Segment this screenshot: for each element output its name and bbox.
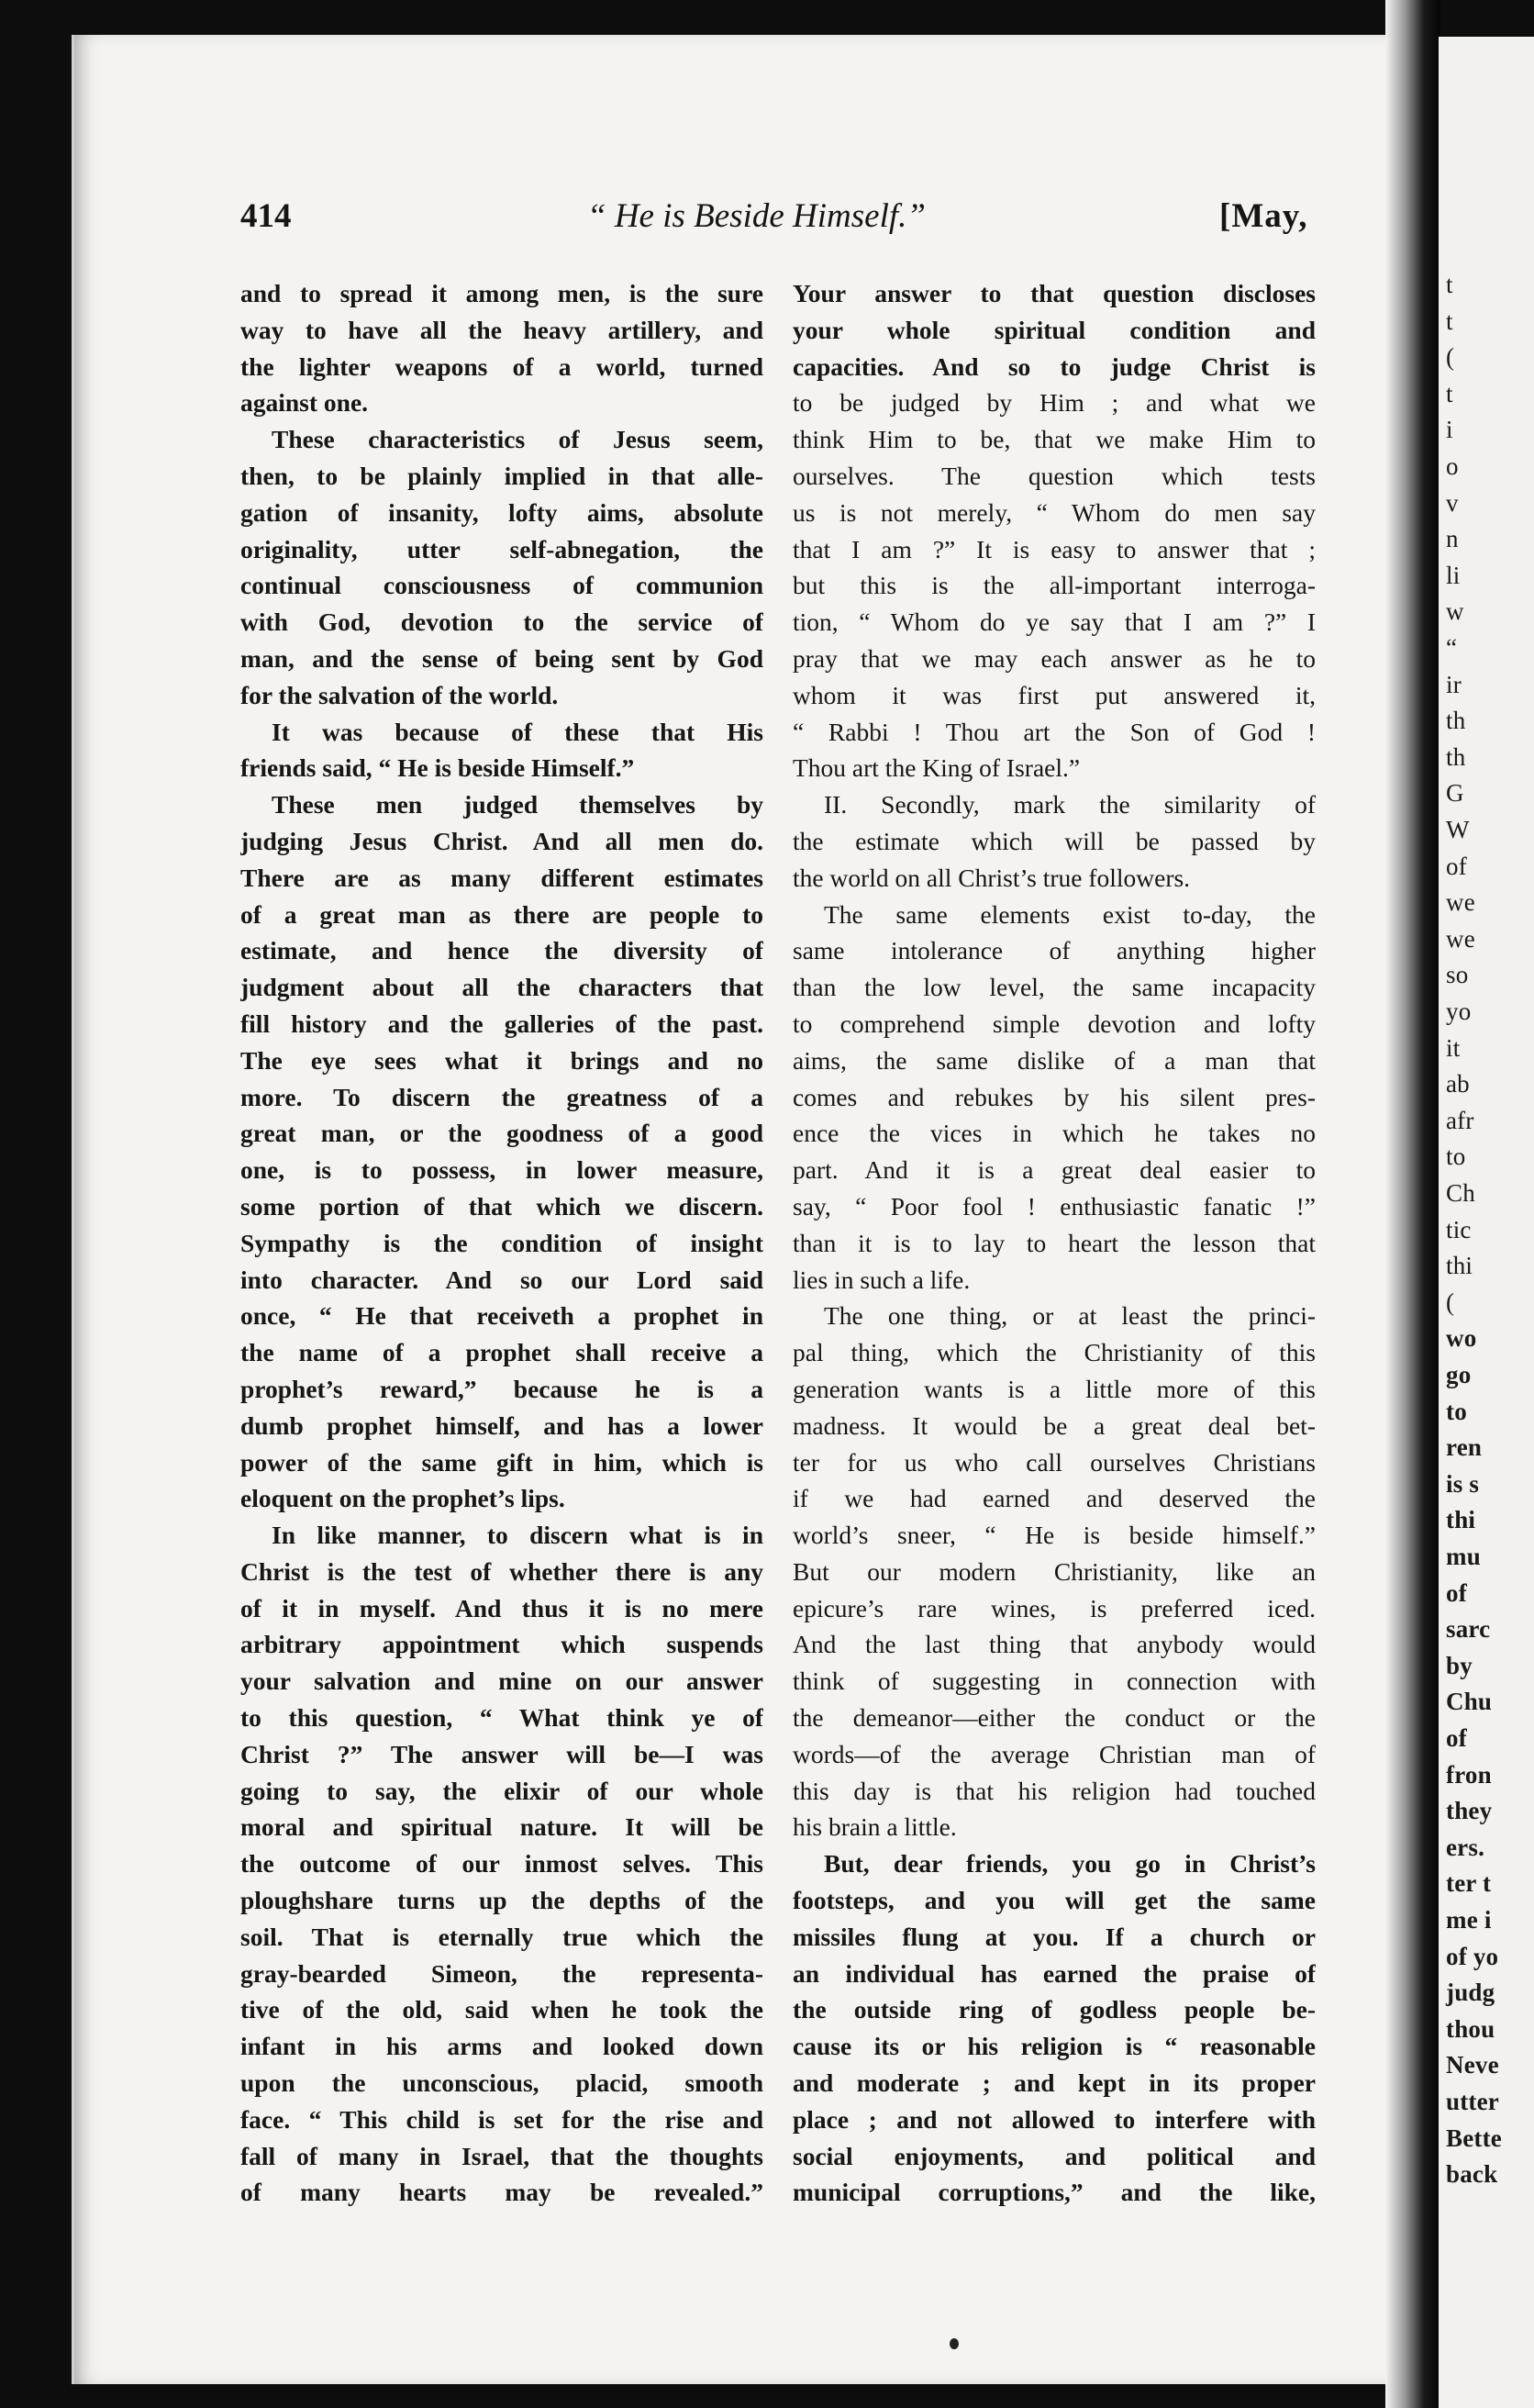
text-line: more. To discern the greatness of a: [240, 1082, 763, 1111]
facing-page-fragment: Neve: [1446, 2051, 1499, 2079]
text-line: lies in such a life.: [793, 1265, 971, 1294]
text-line: say, “ Poor fool ! enthusiastic fanatic !”: [793, 1191, 1316, 1221]
text-line: the demeanor—either the conduct or the: [793, 1703, 1316, 1733]
text-line: going to say, the elixir of our whole: [240, 1776, 763, 1805]
text-line: footsteps, and you will get the same: [793, 1886, 1316, 1915]
text-line: pray that we may each answer as he to: [793, 643, 1316, 673]
text-line: comes and rebukes by his silent pres-: [793, 1082, 1316, 1111]
facing-page-fragment: (: [1446, 1288, 1455, 1316]
left-text-column: [240, 275, 763, 2211]
scan-speck: [950, 2338, 959, 2349]
text-line: your whole spiritual condition and: [793, 315, 1316, 344]
facing-page-fragment: of: [1446, 1724, 1467, 1752]
text-line: fill history and the galleries of the past.: [240, 1009, 763, 1038]
facing-page-fragment: thi: [1446, 1506, 1476, 1534]
facing-page-fragment: t: [1446, 307, 1453, 335]
text-line: aims, the same dislike of a man that: [793, 1045, 1316, 1075]
text-line: There are as many different estimates: [240, 863, 763, 892]
text-line: that I am ?” It is easy to answer that ;: [793, 534, 1316, 563]
text-line: his brain a little.: [793, 1812, 957, 1842]
text-line: man, and the sense of being sent by God: [240, 643, 763, 673]
facing-page-fragment: sarc: [1446, 1615, 1491, 1644]
text-line: In like manner, to discern what is in: [272, 1521, 763, 1550]
facing-page-fragment: thou: [1446, 2014, 1495, 2043]
facing-page-fragment: w: [1446, 597, 1464, 626]
facing-page-fragment: of: [1446, 852, 1467, 880]
facing-page-fragment: they: [1446, 1797, 1493, 1825]
text-line: It was because of these that His: [272, 717, 763, 746]
facing-page-fragment: tic: [1446, 1215, 1472, 1243]
facing-page-fragment: it: [1446, 1033, 1461, 1062]
text-line: The same elements exist to-day, the: [824, 899, 1316, 929]
text-line: part. And it is a great deal easier to: [793, 1155, 1316, 1185]
text-line: continual consciousness of communion: [240, 571, 763, 600]
text-line: the outside ring of godless people be-: [793, 1995, 1316, 2024]
text-line: The one thing, or at least the princi-: [824, 1301, 1316, 1331]
text-line: And the last thing that anybody would: [793, 1630, 1316, 1659]
facing-page-fragment: mu: [1446, 1543, 1481, 1570]
text-line: upon the unconscious, placid, smooth: [240, 2068, 763, 2098]
facing-page-fragment: of yo: [1446, 1942, 1499, 1970]
text-line: one, is to possess, in lower measure,: [240, 1155, 763, 1185]
facing-page-fragment: li: [1446, 561, 1461, 589]
text-line: of a great man as there are people to: [240, 899, 763, 929]
book-gutter: [1385, 0, 1440, 2408]
text-line: dumb prophet himself, and has a lower: [240, 1410, 763, 1440]
facing-page-fragment: we: [1446, 924, 1475, 953]
facing-page-fragment: Ch: [1446, 1179, 1475, 1207]
text-line: gation of insanity, lofty aims, absolute: [240, 497, 763, 527]
text-line: But our modern Christianity, like an: [793, 1556, 1316, 1586]
text-line: words—of the average Christian man of: [793, 1739, 1316, 1768]
facing-page-fragment: go: [1446, 1361, 1472, 1388]
facing-page-fragment: Bette: [1446, 2124, 1502, 2152]
text-line: epicure’s rare wines, is preferred iced.: [793, 1593, 1316, 1622]
facing-page-fragment: ir: [1446, 670, 1462, 698]
facing-page-fragment: t: [1446, 379, 1453, 407]
text-line: municipal corruptions,” and the like,: [793, 2178, 1316, 2207]
text-line: ourselves. The question which tests: [793, 461, 1316, 490]
facing-page-fragment: n: [1446, 525, 1459, 553]
facing-page-fragment: we: [1446, 888, 1475, 917]
facing-page-fragment: (: [1446, 343, 1455, 372]
text-line: ter for us who call ourselves Christians: [793, 1447, 1316, 1477]
text-line: us is not merely, “ Whom do men say: [793, 497, 1316, 527]
text-line: moral and spiritual nature. It will be: [240, 1812, 763, 1842]
text-line: Your answer to that question discloses: [793, 279, 1316, 307]
text-line: “ Rabbi ! Thou art the Son of God !: [793, 717, 1316, 746]
text-line: But, dear friends, you go in Christ’s: [824, 1849, 1316, 1878]
text-line: the outcome of our inmost selves. This: [240, 1849, 763, 1878]
facing-page-fragment: judg: [1446, 1979, 1495, 2007]
text-line: and to spread it among men, is the sure: [240, 279, 763, 307]
text-line: Thou art the King of Israel.”: [793, 753, 1081, 783]
text-line: of many hearts may be revealed.”: [240, 2178, 763, 2207]
facing-page-edge: [1439, 37, 1534, 2408]
text-line: world’s sneer, “ He is beside himself.”: [793, 1521, 1316, 1550]
facing-page-fragment: t: [1446, 271, 1453, 298]
section-label: [May,: [1219, 197, 1308, 235]
text-line: ploughshare turns up the depths of the: [240, 1886, 763, 1915]
text-line: with God, devotion to the service of: [240, 608, 763, 637]
facing-page-fragment: ren: [1446, 1433, 1483, 1462]
text-line: II. Secondly, mark the similarity of: [824, 790, 1316, 819]
text-line: These men judged themselves by: [272, 790, 763, 819]
facing-page-fragment: “: [1446, 634, 1458, 662]
text-line: infant in his arms and looked down: [240, 2032, 763, 2061]
text-line: some portion of that which we discern.: [240, 1191, 763, 1221]
text-line: think Him to be, that we make Him to: [793, 425, 1316, 454]
text-line: the lighter weapons of a world, turned: [240, 351, 763, 381]
text-line: tive of the old, said when he took the: [240, 1995, 763, 2024]
text-line: arbitrary appointment which suspends: [240, 1630, 763, 1659]
text-line: for the salvation of the world.: [240, 680, 559, 709]
text-line: cause its or his religion is “ reasonable: [793, 2032, 1316, 2061]
text-line: generation wants is a little more of this: [793, 1374, 1316, 1403]
facing-page-fragment: ab: [1446, 1070, 1470, 1098]
text-line: social enjoyments, and political and: [793, 2141, 1316, 2170]
facing-page-fragment: fron: [1446, 1760, 1492, 1789]
text-line: than the low level, the same incapacity: [793, 973, 1316, 1002]
facing-page-fragment: utter: [1446, 2088, 1499, 2115]
text-line: once, “ He that receiveth a prophet in: [240, 1301, 763, 1331]
facing-page-fragment: me i: [1446, 1906, 1492, 1934]
text-line: same intolerance of anything higher: [793, 936, 1316, 965]
text-line: gray-bearded Simeon, the representa-: [240, 1958, 763, 1988]
text-line: Christ ?” The answer will be—I was: [240, 1739, 763, 1768]
text-line: judgment about all the characters that: [240, 973, 763, 1002]
right-text-column: [793, 275, 1316, 2211]
text-line: Sympathy is the condition of insight: [240, 1228, 763, 1257]
text-line: then, to be plainly implied in that alle-: [240, 461, 763, 490]
facing-page-fragment: ers.: [1446, 1833, 1485, 1861]
text-line: think of suggesting in connection with: [793, 1667, 1316, 1696]
text-line: place ; and not allowed to interfere with: [793, 2104, 1316, 2134]
text-line: friends said, “ He is beside Himself.”: [240, 753, 635, 783]
text-line: to this question, “ What think ye of: [240, 1703, 763, 1733]
text-line: missiles flung at you. If a church or: [793, 1922, 1316, 1951]
text-line: tion, “ Whom do ye say that I am ?” I: [793, 608, 1316, 637]
facing-page-fragment: back: [1446, 2160, 1498, 2189]
facing-page-fragment: yo: [1446, 998, 1472, 1025]
text-line: against one.: [240, 388, 369, 418]
text-line: ence the vices in which he takes no: [793, 1119, 1316, 1148]
text-line: this day is that his religion had touched: [793, 1776, 1316, 1805]
text-line: pal thing, which the Christianity of this: [793, 1338, 1316, 1367]
text-line: whom it was first put answered it,: [793, 680, 1316, 709]
facing-page-fragment: v: [1446, 488, 1459, 517]
text-line: than it is to lay to heart the lesson that: [793, 1228, 1316, 1257]
facing-page-fragment: afr: [1446, 1106, 1474, 1134]
text-line: your salvation and mine on our answer: [240, 1667, 763, 1696]
facing-page-fragment: th: [1446, 707, 1466, 735]
text-line: prophet’s reward,” because he is a: [240, 1374, 763, 1403]
text-line: The eye sees what it brings and no: [240, 1045, 763, 1075]
text-line: fall of many in Israel, that the thoughts: [240, 2141, 763, 2170]
text-line: the world on all Christ’s true followers.: [793, 863, 1191, 892]
facing-page-fragment: W: [1446, 816, 1470, 843]
text-line: to be judged by Him ; and what we: [793, 388, 1316, 418]
text-line: power of the same gift in him, which is: [240, 1447, 763, 1477]
text-line: but this is the all-important interroga-: [793, 571, 1316, 600]
text-line: of it in myself. And thus it is no mere: [240, 1593, 763, 1622]
facing-page-fragment: to: [1446, 1143, 1466, 1171]
facing-page-fragment: G: [1446, 779, 1464, 808]
running-title: “ He is Beside Himself.”: [587, 197, 926, 235]
text-line: These characteristics of Jesus seem,: [272, 425, 763, 454]
text-line: capacities. And so to judge Christ is: [793, 351, 1316, 381]
facing-page-fragment: o: [1446, 452, 1459, 480]
facing-page-fragment: to: [1446, 1397, 1467, 1425]
text-line: judging Jesus Christ. And all men do.: [240, 826, 763, 855]
text-line: to comprehend simple devotion and lofty: [793, 1009, 1316, 1038]
facing-page-fragment: th: [1446, 742, 1466, 771]
text-line: if we had earned and deserved the: [793, 1484, 1316, 1513]
text-line: an individual has earned the praise of: [793, 1958, 1316, 1988]
text-line: originality, utter self-abnegation, the: [240, 534, 763, 563]
text-line: great man, or the goodness of a good: [240, 1119, 763, 1148]
facing-page-fragment: so: [1446, 961, 1469, 989]
facing-page-fragment: of: [1446, 1578, 1467, 1607]
text-line: way to have all the heavy artillery, and: [240, 315, 763, 344]
text-line: madness. It would be a great deal bet-: [793, 1410, 1316, 1440]
text-line: Christ is the test of whether there is any: [240, 1556, 763, 1586]
text-line: face. “ This child is set for the rise and: [240, 2104, 763, 2134]
text-line: into character. And so our Lord said: [240, 1265, 763, 1294]
facing-page-fragment: thi: [1446, 1252, 1473, 1280]
facing-page-fragment: is s: [1446, 1469, 1480, 1498]
facing-page-fragment: Chu: [1446, 1688, 1493, 1716]
text-line: estimate, and hence the diversity of: [240, 936, 763, 965]
text-line: eloquent on the prophet’s lips.: [240, 1484, 565, 1513]
facing-page-fragment: by: [1446, 1651, 1473, 1679]
text-line: soil. That is eternally true which the: [240, 1922, 763, 1951]
text-line: and moderate ; and kept in its proper: [793, 2068, 1316, 2098]
facing-page-fragment: i: [1446, 416, 1453, 444]
text-line: the name of a prophet shall receive a: [240, 1338, 763, 1367]
facing-page-fragment: wo: [1446, 1324, 1477, 1353]
facing-page-fragment: ter t: [1446, 1869, 1492, 1898]
page-number: 414: [240, 197, 292, 235]
text-line: the estimate which will be passed by: [793, 826, 1316, 855]
